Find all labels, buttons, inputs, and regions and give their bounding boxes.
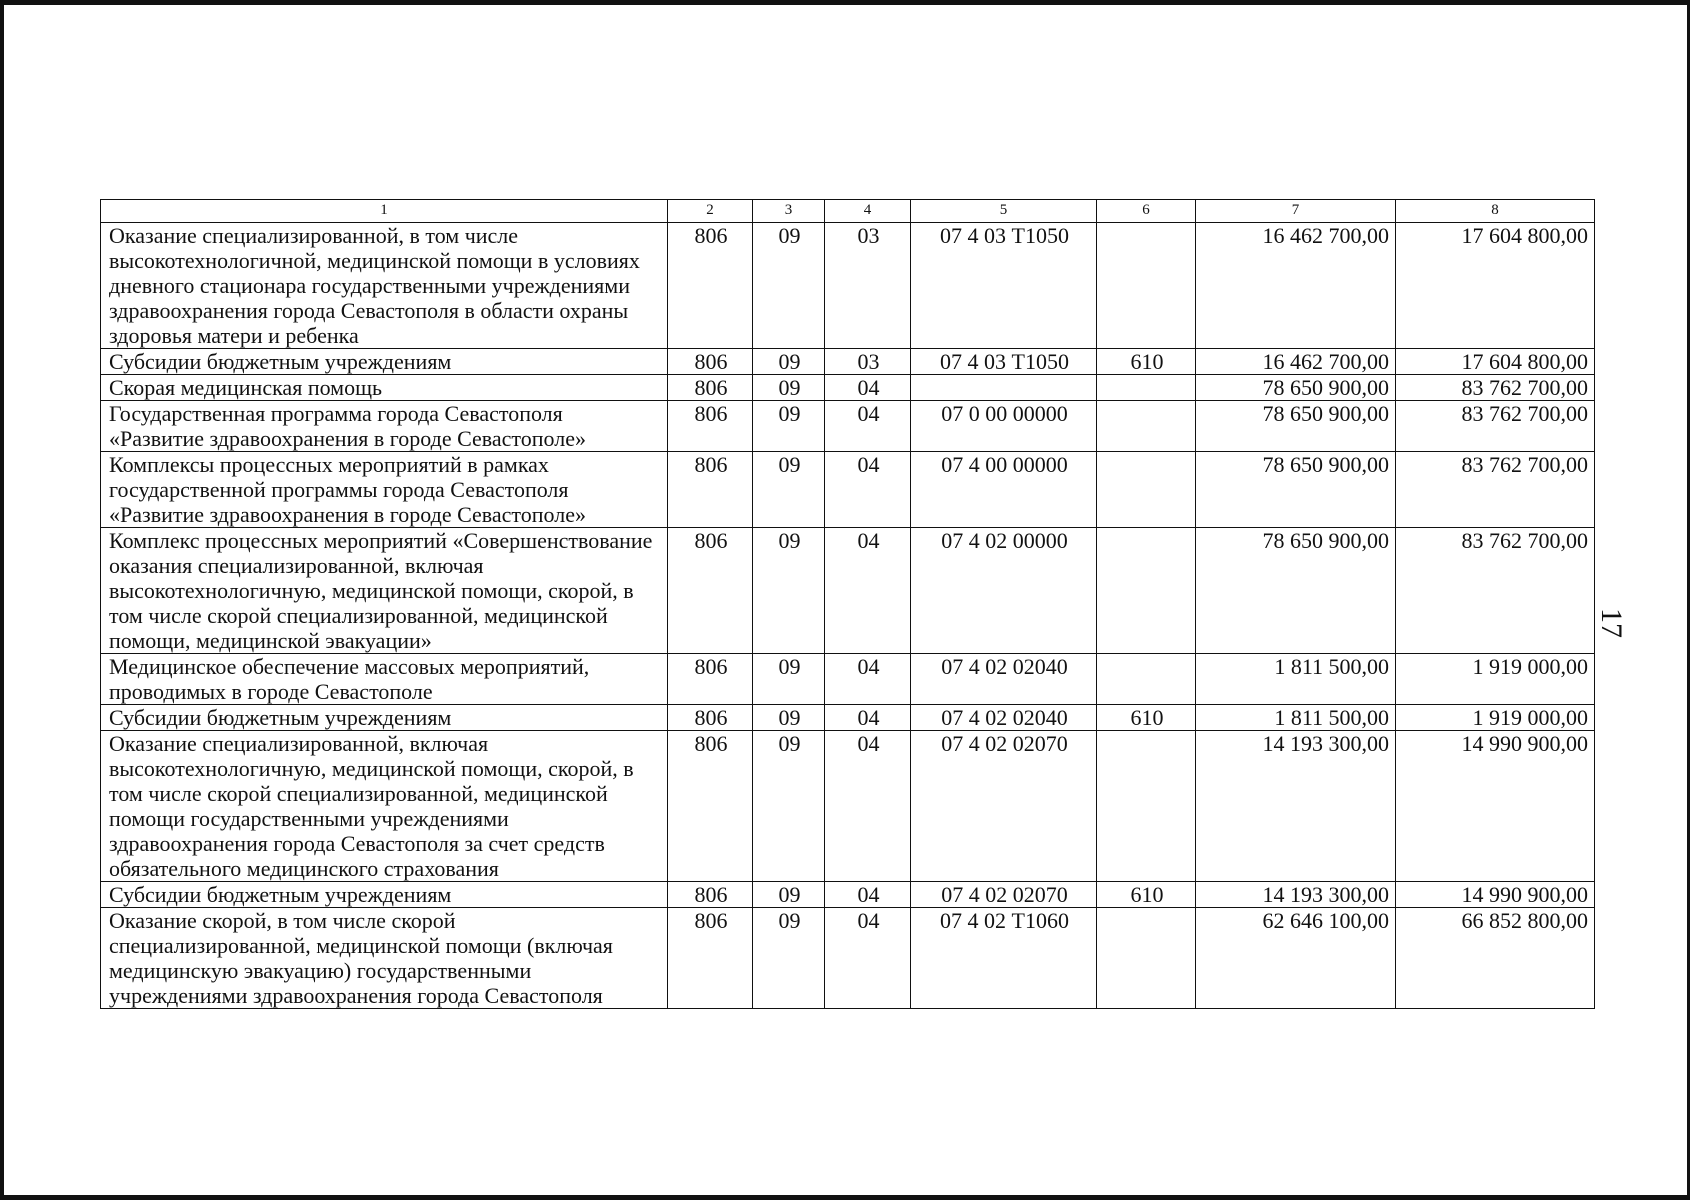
table-row xyxy=(101,349,1595,375)
table-row xyxy=(101,223,1595,349)
section-code: 09 xyxy=(753,882,825,908)
amount-year-2: 14 990 900,00 xyxy=(1396,882,1595,908)
amount-year-1: 16 462 700,00 xyxy=(1196,223,1396,349)
expense-type-code: 610 xyxy=(1097,882,1196,908)
amount-year-1: 14 193 300,00 xyxy=(1196,882,1396,908)
table-row xyxy=(101,882,1595,908)
row-description: Субсидии бюджетным учреждениям xyxy=(101,882,668,908)
column-header: 5 xyxy=(911,200,1097,223)
row-description: Скорая медицинская помощь xyxy=(101,375,668,401)
target-article-code: 07 4 02 00000 xyxy=(911,528,1097,654)
table-row xyxy=(101,452,1595,528)
expense-type-code xyxy=(1097,452,1196,528)
subsection-code: 04 xyxy=(825,705,911,731)
column-header: 6 xyxy=(1097,200,1196,223)
amount-year-1: 1 811 500,00 xyxy=(1196,705,1396,731)
ministry-code: 806 xyxy=(668,401,753,452)
expense-type-code: 610 xyxy=(1097,349,1196,375)
target-article-code xyxy=(911,375,1097,401)
amount-year-1: 78 650 900,00 xyxy=(1196,401,1396,452)
subsection-code: 04 xyxy=(825,375,911,401)
amount-year-1: 78 650 900,00 xyxy=(1196,452,1396,528)
row-description: Оказание специализированной, включая высокотехнологичную, медицинской помощи, скорой, в том числе скорой специализированной, медицинской помощи государственными учреждениями здравоохранения города Севастополя за счет средств обязательного медицинского страхования xyxy=(101,731,668,882)
ministry-code: 806 xyxy=(668,882,753,908)
row-description: Государственная программа города Севастополя «Развитие здравоохранения в городе Севастополе» xyxy=(101,401,668,452)
subsection-code: 04 xyxy=(825,654,911,705)
column-header: 8 xyxy=(1396,200,1595,223)
column-header: 4 xyxy=(825,200,911,223)
target-article-code: 07 4 02 02040 xyxy=(911,705,1097,731)
target-article-code: 07 4 03 Т1050 xyxy=(911,349,1097,375)
table-body xyxy=(101,223,1595,1009)
amount-year-1: 78 650 900,00 xyxy=(1196,375,1396,401)
ministry-code: 806 xyxy=(668,528,753,654)
section-code: 09 xyxy=(753,375,825,401)
ministry-code: 806 xyxy=(668,452,753,528)
page-number: 17 xyxy=(1595,608,1628,638)
table-row xyxy=(101,401,1595,452)
amount-year-1: 62 646 100,00 xyxy=(1196,908,1396,1009)
target-article-code: 07 4 02 02070 xyxy=(911,731,1097,882)
target-article-code: 07 4 02 02040 xyxy=(911,654,1097,705)
subsection-code: 04 xyxy=(825,908,911,1009)
subsection-code: 04 xyxy=(825,401,911,452)
section-code: 09 xyxy=(753,528,825,654)
column-number-row xyxy=(101,200,1595,223)
expense-type-code xyxy=(1097,731,1196,882)
expense-type-code xyxy=(1097,223,1196,349)
subsection-code: 04 xyxy=(825,528,911,654)
row-description: Медицинское обеспечение массовых мероприятий, проводимых в городе Севастополе xyxy=(101,654,668,705)
budget-table xyxy=(100,199,1595,1009)
expense-type-code xyxy=(1097,654,1196,705)
row-description: Оказание скорой, в том числе скорой специализированной, медицинской помощи (включая медицинскую эвакуацию) государственными учреждениями здравоохранения города Севастополя xyxy=(101,908,668,1009)
row-description: Субсидии бюджетным учреждениям xyxy=(101,705,668,731)
subsection-code: 04 xyxy=(825,882,911,908)
amount-year-1: 16 462 700,00 xyxy=(1196,349,1396,375)
row-description: Оказание специализированной, в том числе высокотехнологичной, медицинской помощи в условиях дневного стационара государственными учреждениями здравоохранения города Севастополя в области охраны здоровья матери и ребенка xyxy=(101,223,668,349)
table-row xyxy=(101,731,1595,882)
target-article-code: 07 4 02 02070 xyxy=(911,882,1097,908)
row-description: Комплекс процессных мероприятий «Совершенствование оказания специализированной, включая высокотехнологичную, медицинской помощи, скорой, в том числе скорой специализированной, медицинской помощи, медицинской эвакуации» xyxy=(101,528,668,654)
target-article-code: 07 4 02 Т1060 xyxy=(911,908,1097,1009)
target-article-code: 07 4 03 Т1050 xyxy=(911,223,1097,349)
amount-year-2: 83 762 700,00 xyxy=(1396,452,1595,528)
ministry-code: 806 xyxy=(668,731,753,882)
ministry-code: 806 xyxy=(668,908,753,1009)
section-code: 09 xyxy=(753,223,825,349)
amount-year-2: 14 990 900,00 xyxy=(1396,731,1595,882)
column-header: 2 xyxy=(668,200,753,223)
table-row xyxy=(101,528,1595,654)
column-header: 7 xyxy=(1196,200,1396,223)
section-code: 09 xyxy=(753,452,825,528)
amount-year-2: 83 762 700,00 xyxy=(1396,375,1595,401)
column-header: 3 xyxy=(753,200,825,223)
table-header xyxy=(101,200,1595,223)
amount-year-2: 17 604 800,00 xyxy=(1396,349,1595,375)
row-description: Субсидии бюджетным учреждениям xyxy=(101,349,668,375)
ministry-code: 806 xyxy=(668,705,753,731)
section-code: 09 xyxy=(753,654,825,705)
subsection-code: 03 xyxy=(825,349,911,375)
amount-year-1: 1 811 500,00 xyxy=(1196,654,1396,705)
amount-year-2: 1 919 000,00 xyxy=(1396,705,1595,731)
amount-year-2: 1 919 000,00 xyxy=(1396,654,1595,705)
subsection-code: 04 xyxy=(825,452,911,528)
amount-year-1: 78 650 900,00 xyxy=(1196,528,1396,654)
ministry-code: 806 xyxy=(668,654,753,705)
table-row xyxy=(101,705,1595,731)
target-article-code: 07 0 00 00000 xyxy=(911,401,1097,452)
subsection-code: 04 xyxy=(825,731,911,882)
amount-year-2: 66 852 800,00 xyxy=(1396,908,1595,1009)
section-code: 09 xyxy=(753,401,825,452)
amount-year-2: 83 762 700,00 xyxy=(1396,401,1595,452)
expense-type-code xyxy=(1097,375,1196,401)
table-row xyxy=(101,908,1595,1009)
ministry-code: 806 xyxy=(668,223,753,349)
section-code: 09 xyxy=(753,705,825,731)
expense-type-code: 610 xyxy=(1097,705,1196,731)
expense-type-code xyxy=(1097,908,1196,1009)
section-code: 09 xyxy=(753,349,825,375)
ministry-code: 806 xyxy=(668,349,753,375)
amount-year-2: 83 762 700,00 xyxy=(1396,528,1595,654)
expense-type-code xyxy=(1097,528,1196,654)
column-header: 1 xyxy=(101,200,668,223)
amount-year-2: 17 604 800,00 xyxy=(1396,223,1595,349)
table-row xyxy=(101,654,1595,705)
table-row xyxy=(101,375,1595,401)
subsection-code: 03 xyxy=(825,223,911,349)
ministry-code: 806 xyxy=(668,375,753,401)
section-code: 09 xyxy=(753,731,825,882)
amount-year-1: 14 193 300,00 xyxy=(1196,731,1396,882)
target-article-code: 07 4 00 00000 xyxy=(911,452,1097,528)
row-description: Комплексы процессных мероприятий в рамках государственной программы города Севастополя «Развитие здравоохранения в городе Севастополе» xyxy=(101,452,668,528)
expense-type-code xyxy=(1097,401,1196,452)
section-code: 09 xyxy=(753,908,825,1009)
